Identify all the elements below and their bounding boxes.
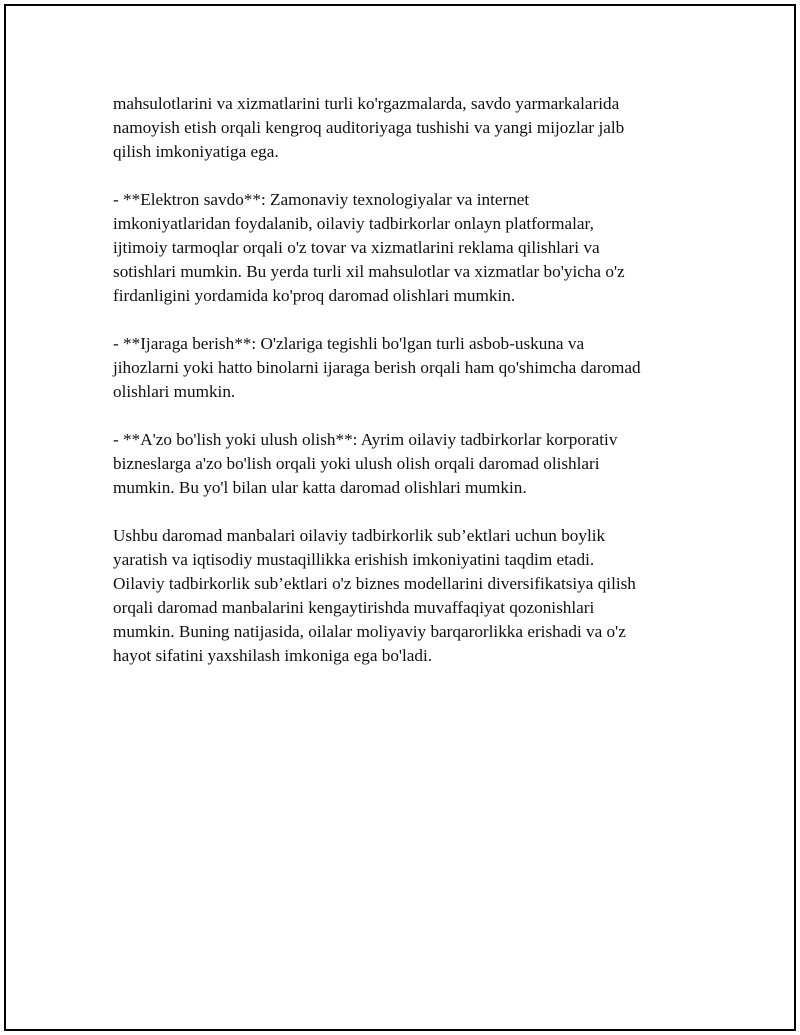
text-line: jihozlarni yoki hatto binolarni ijaraga berish orqali ham qo'shimcha daromad (113, 358, 641, 377)
text-line: - **Ijaraga berish**: O'zlariga tegishli bo'lgan turli asbob-uskuna va (113, 334, 585, 353)
document-body (113, 92, 693, 692)
text-line: qilish imkoniyatiga ega. (113, 142, 279, 161)
text-line: hayot sifatini yaxshilash imkoniga ega bo'ladi. (113, 646, 433, 665)
paragraph-ijaraga-berish (113, 332, 693, 404)
paragraph-1 (113, 92, 693, 164)
text-line: olishlari mumkin. (113, 382, 236, 401)
text-line: orqali daromad manbalarini kengaytirishda muvaffaqiyat qozonishlari (113, 598, 595, 617)
text-line: ijtimoiy tarmoqlar orqali o'z tovar va xizmatlarini reklama qilishlari va (113, 238, 600, 257)
text-line: yaratish va iqtisodiy mustaqillikka erishish imkoniyatini taqdim etadi. (113, 550, 595, 569)
text-line: - **A'zo bo'lish yoki ulush olish**: Ayrim oilaviy tadbirkorlar korporativ (113, 430, 618, 449)
text-line: mahsulotlarini va xizmatlarini turli ko'rgazmalarda, savdo yarmarkalarida (113, 94, 620, 113)
paragraph-azo-bolish (113, 428, 693, 500)
text-line: sotishlari mumkin. Bu yerda turli xil mahsulotlar va xizmatlar bo'yicha o'z (113, 262, 625, 281)
text-line: firdanligini yordamida ko'proq daromad olishlari mumkin. (113, 286, 516, 305)
paragraph-conclusion (113, 524, 693, 668)
text-line: - **Elektron savdo**: Zamonaviy texnologiyalar va internet (113, 190, 530, 209)
text-line: mumkin. Bu yo'l bilan ular katta daromad olishlari mumkin. (113, 478, 527, 497)
text-line: Ushbu daromad manbalari oilaviy tadbirkorlik sub’ektlari uchun boylik (113, 526, 606, 545)
paragraph-elektron-savdo (113, 188, 693, 308)
text-line: Oilaviy tadbirkorlik sub’ektlari o'z biznes modellarini diversifikatsiya qilish (113, 574, 636, 593)
text-line: imkoniyatlaridan foydalanib, oilaviy tadbirkorlar onlayn platformalar, (113, 214, 594, 233)
text-line: namoyish etish orqali kengroq auditoriyaga tushishi va yangi mijozlar jalb (113, 118, 625, 137)
text-line: bizneslarga a'zo bo'lish orqali yoki ulush olish orqali daromad olishlari (113, 454, 600, 473)
text-line: mumkin. Buning natijasida, oilalar moliyaviy barqarorlikka erishadi va o'z (113, 622, 626, 641)
